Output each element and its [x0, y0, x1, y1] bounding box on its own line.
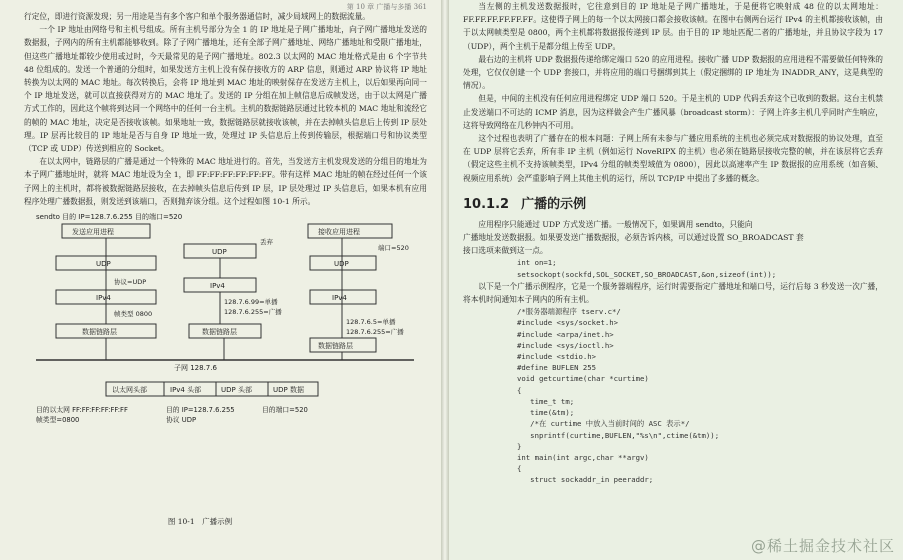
left-udp-label: UDP — [96, 260, 111, 269]
paragraph-app-3: 接口选项来做到这一点。 — [463, 246, 548, 256]
right-port-label: 端口=520 — [378, 244, 409, 253]
paragraph-ethernet-broadcast: 在以太网中，链路层的广播是通过一个特殊的 MAC 地址进行的。首先，当发送方主机发现发送的分组目的地址为本子网广播地址时，就将 MAC 地址设为全 1，即 FF:FF:FF:FF:FF:FF。带有这样 MAC 地址的帧在经过任何一个该子网上的主机时，都将被数据链路层接收，在去掉帧头信息后传到 IP 层，IP 层处理过 IP 头信息后，如果本机有应用程序处理广播数据报，则发送到该端口，否则抛弃该分组。这个过程如图 10-1 所示。 — [24, 157, 427, 206]
paragraph-problem: 这个过程也表明了广播存在的根本问题：子网上所有未参与广播应用系统的主机也必须完成对数据报的协议处理，直至在 UDP 层将它丢弃，所有非 IP 主机（例如运行 NoveRIPX 的主机）也必须在链路层接收完整的帧，并在该层将它丢弃（假定这些主机不支持该帧类型，IPv4 分组的帧类型域值为 0800），因此以高速率产生 IP 数据报的应用系统（如音频、视频应用系统）会严重影响子网上其他主机的运行，所以 TCP/IP 中提出了多播的概念。 — [463, 134, 883, 183]
paragraph-app-1: 应用程序只能通过 UDP 方式发送广播。一般情况下，如果调用 sendto，只能向 — [478, 219, 753, 229]
frame-data-label: UDP 数据 — [273, 386, 304, 395]
paragraph-rightmost-host: 最右边的主机将 UDP 数据报传递给绑定端口 520 的应用进程。接收广播 UDP 数据报的应用进程不需要做任何特殊的处理，它仅仅创建一个 UDP 套接口，并将应用的端口号捆绑到其上（假定捆绑的 IP 地址为 INADDR_ANY，这是典型的情况）。 — [463, 54, 883, 91]
right-page — [449, 0, 903, 560]
header-text: 第 10 章 广播与多播 — [346, 3, 412, 10]
mid-unicast-label: 128.7.6.99=单播 — [224, 298, 278, 307]
mid-udp-label: UDP — [212, 248, 227, 257]
paragraph-flow: 当左侧的主机发送数据报时，它往意到目的 IP 地址是子网广播地址，于是便将它映射成 48 位的以太网地址：FF.FF.FF.FF.FF.FF。这使得子网上的每一个以太网接口都会接收该帧。在图中右侧两台运行 IPv4 的主机都接收该帧，由于以太网帧类型是 0800，两个主机都将数据报传递到 IP 层。由于目的 IP 地址匹配二者的广播地址，并且协议字段为 17（UDP），两个主机于是都分组上传至 UDP。 — [463, 2, 883, 51]
frame-udp-label: UDP 头部 — [221, 386, 252, 395]
mid-bcast-label: 128.7.6.255=广播 — [224, 308, 282, 317]
page-header — [24, 2, 427, 10]
broadcast-diagram — [24, 212, 424, 442]
mid-link-label: 数据链路层 — [202, 328, 237, 337]
frame-ip-label: IPv4 头部 — [170, 386, 202, 395]
book-gutter — [441, 0, 449, 560]
paragraph-ip-address: 一个 IP 地址由网络号和主机号组成。所有主机号部分为全 1 的 IP 地址是子网广播地址，向子网广播地址发送的数据报，子网内的所有主机都能够收到。除了子网广播地址，还有全部子网广播地址、网络广播地址和受限广播地址，但这些广播地址都较少使用或过时，今天最常见的是子网广播地址。802.3 以太网的 MAC 地址格式是由 6 个字节共 48 位组成的。发送一个普通的分组时，如果发送方主机上没有保存接收方的 ARP 信息，则通过 ARP 协议将 IP 地址转换为以太网的 MAC 地址。每次转换后，会将 IP 地址到 MAC 地址的映射保存在发送方主机上，以后如果再向同一个 IP 地址发送，就可以直接获得对方的 MAC 地址了。发送的 IP 分组在加上帧信息后成帧发送，由于以太网是广播方式工作的，因此这个帧将到达同一个网络中的任何一台主机。主机的数据链路层通过比较本机的 MAC 地址和流经它的帧的 MAC 地址，决定是否接收该帧。如果地址一致，数据链路层就接收该帧，并在去掉帧头信息后上传到 IP 层处理。IP 层再比较目的 IP 地址是否与自身 IP 地址一致，处理过 IP 头信息后上传到传输层，根据端口号和协议类型（TCP 或 UDP）传送到相应的 Socket。 — [24, 25, 427, 154]
section-number: 10.1.2 — [463, 196, 510, 212]
watermark: @稀土掘金技术社区 — [750, 537, 895, 555]
frame-eth-label: 以太网头部 — [112, 386, 147, 395]
mid-ipv4-label: IPv4 — [210, 282, 225, 291]
dest-port-label: 目的端口=520 — [262, 406, 308, 415]
left-frame-label: 帧类型 0800 — [114, 310, 153, 319]
paragraph-intro: 行定位，即进行资源发现；另一用途是当有多个客户和单个服务器通信时，减少局域网上的数据流量。 — [24, 12, 370, 21]
send-app-label: 发送应用进程 — [72, 228, 114, 237]
right-unicast-label: 128.7.6.5=单播 — [346, 318, 396, 327]
paragraph-middle-host: 但是，中间的主机没有任何应用进程绑定 UDP 端口 520。于是主机的 UDP 代码丢弃这个已收到的数据。这台主机禁止发送端口不可达的 ICMP 消息，因为这样做会产生广播风暴（broadcast storm）：子网上许多主机几乎同时产生响应，这将导致网络在几秒钟内不可用。 — [463, 94, 883, 130]
right-link-label: 数据链路层 — [318, 342, 353, 351]
frame-type-label: 帧类型=0800 — [36, 416, 80, 425]
left-link-label: 数据链路层 — [82, 328, 117, 337]
left-proto-label: 协议=UDP — [114, 278, 147, 287]
figure-caption: 图 10-1 广播示例 — [167, 517, 233, 526]
code-tserv: /*服务器端源程序 tserv.c*/ #include <sys/socket.h> #include <arpa/inet.h> #include <sys/ioctl.h> #include <stdio.h> #define BUFLEN 255 void getcurtime(char *curtime) { time_t tm; time(&tm); /*在 curtime 中放入当前时间的 ASC 表示*/ snprintf(curtime,BUFLEN,"%s\n",ctime(&tm)); } int main(int argc,char **argv) { struct sockaddr_in peeraddr; — [517, 307, 720, 485]
paragraph-app-2: 广播地址发送数据报。如果要发送广播数据报，必须告诉内核，可以通过设置 SO_BROADCAST 套 — [463, 233, 804, 243]
section-heading — [463, 193, 883, 212]
recv-app-label: 接收应用进程 — [318, 228, 360, 237]
sendto-label: sendto 目的 IP=128.7.6.255 目的端口=520 — [36, 213, 183, 222]
right-udp-label: UDP — [334, 260, 349, 269]
subnet-label: 子网 128.7.6 — [174, 364, 217, 373]
proto-udp-label: 协议 UDP — [166, 416, 197, 425]
dest-ip-label: 目的 IP=128.7.6.255 — [166, 406, 235, 415]
section-title: 广播的示例 — [521, 196, 587, 212]
left-ipv4-label: IPv4 — [96, 294, 111, 303]
broadcast-figure — [24, 212, 427, 442]
paragraph-example: 以下是一个广播示例程序，它是一个服务器端程序，运行时需要指定广播地址和端口号，运行后每 3 秒发送一次广播，将本机时间通知本子网内的所有主机。 — [463, 281, 883, 305]
right-ipv4-label: IPv4 — [332, 294, 347, 303]
page-number: 361 — [413, 3, 427, 10]
right-bcast-label: 128.7.6.255=广播 — [346, 328, 404, 337]
discard-label: 丢弃 — [260, 238, 273, 247]
dest-mac-label: 目的以太网 FF:FF:FF:FF:FF:FF — [36, 406, 128, 415]
code-setsockopt: int on=1; setsockopt(sockfd,SOL_SOCKET,SO_BROADCAST,&on,sizeof(int)); — [517, 258, 777, 279]
left-page — [0, 0, 441, 560]
